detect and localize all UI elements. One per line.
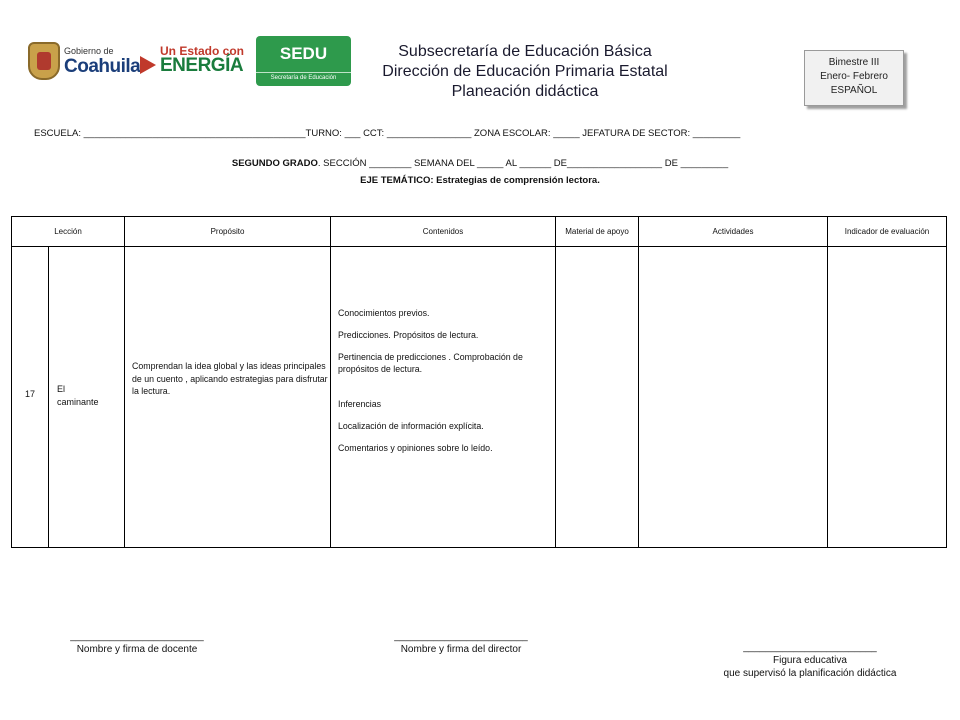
- signature-docente-label: Nombre y firma de docente: [76, 644, 198, 655]
- header-actividades: Actividades: [638, 216, 828, 247]
- eje-tematico: EJE TEMÁTICO: Estrategias de comprensión lectora.: [360, 175, 600, 186]
- signature-director: [366, 630, 556, 656]
- cell-lesson-number: [11, 246, 49, 548]
- signature-figura-label-1: Figura educativa: [773, 655, 847, 666]
- cell-contenidos: [330, 246, 556, 548]
- header-contenidos: Contenidos: [330, 216, 556, 247]
- coahuila-logo: [28, 42, 141, 82]
- contenido-item: Predicciones. Propósitos de lectura.: [338, 330, 479, 340]
- lesson-number: 17: [24, 389, 35, 399]
- heading-line-2: Dirección de Educación Primaria Estatal: [382, 63, 668, 80]
- sedu-logo-subtitle: Secretaría de Educación: [256, 72, 351, 81]
- sedu-logo-title: SEDU: [279, 44, 328, 63]
- signature-figura-label-2: que supervisó la planificación didáctica: [723, 668, 897, 679]
- cell-lesson-name: [48, 246, 125, 548]
- estado-logo-top-text: Un Estado con: [160, 44, 245, 58]
- signature-line: ________________________: [394, 631, 528, 642]
- signature-director-label: Nombre y firma del director: [400, 644, 522, 655]
- coat-of-arms-icon: [28, 42, 60, 80]
- grado-label: SEGUNDO GRADO: [231, 158, 318, 169]
- estado-energia-logo: [140, 44, 245, 82]
- signature-docente: [42, 630, 232, 656]
- bimestre-subject: ESPAÑOL: [830, 85, 878, 96]
- contenido-item: Localización de información explícita.: [338, 421, 484, 431]
- heading-line-1: Subsecretaría de Educación Básica: [398, 43, 652, 60]
- grado-line: [0, 158, 960, 169]
- estado-logo-text: ENERGÍA: [160, 55, 244, 76]
- heading-line-3: Planeación didáctica: [451, 83, 599, 100]
- contenido-item: Conocimientos previos.: [338, 308, 430, 318]
- coahuila-logo-small-text: Gobierno de: [64, 46, 114, 56]
- proposito-text: Comprendan la idea global y las ideas principales de un cuento , aplicando estrategias para disfrutar la lectura.: [132, 361, 328, 396]
- arrow-mark-icon: [140, 56, 156, 74]
- signature-line: ________________________: [743, 642, 877, 653]
- cell-proposito: [124, 246, 331, 548]
- bimestre-box: [804, 50, 904, 106]
- contenido-item: Comentarios y opiniones sobre lo leído.: [338, 443, 493, 453]
- contenido-item: Inferencias: [338, 399, 382, 409]
- escuela-line: ESCUELA: __________________________________________TURNO: ___ CCT: ________________ ZONA ESCOLAR: _____ JEFATURA DE SECTOR: _________: [34, 128, 741, 139]
- header-leccion: Lección: [11, 216, 125, 247]
- signature-line: ________________________: [70, 631, 204, 642]
- contenido-item: Pertinencia de predicciones . Comprobación de propósitos de lectura.: [338, 352, 523, 374]
- header-proposito: Propósito: [124, 216, 331, 247]
- coahuila-logo-text: Coahuila: [64, 56, 141, 77]
- cell-actividades: [638, 246, 828, 548]
- seccion-semana-text: . SECCIÓN ________ SEMANA DEL _____ AL ______ DE__________________ DE _________: [317, 158, 729, 169]
- bimestre-months: Enero- Febrero: [820, 71, 888, 82]
- sedu-logo: [256, 36, 351, 86]
- header-indicador: Indicador de evaluación: [827, 216, 947, 247]
- lesson-name: El caminante: [57, 384, 99, 407]
- bimestre-label: Bimestre III: [828, 57, 880, 68]
- header-material: Material de apoyo: [555, 216, 639, 247]
- planning-table: [11, 216, 947, 548]
- cell-indicador: [827, 246, 947, 548]
- cell-material: [555, 246, 639, 548]
- signature-figura: [690, 641, 930, 680]
